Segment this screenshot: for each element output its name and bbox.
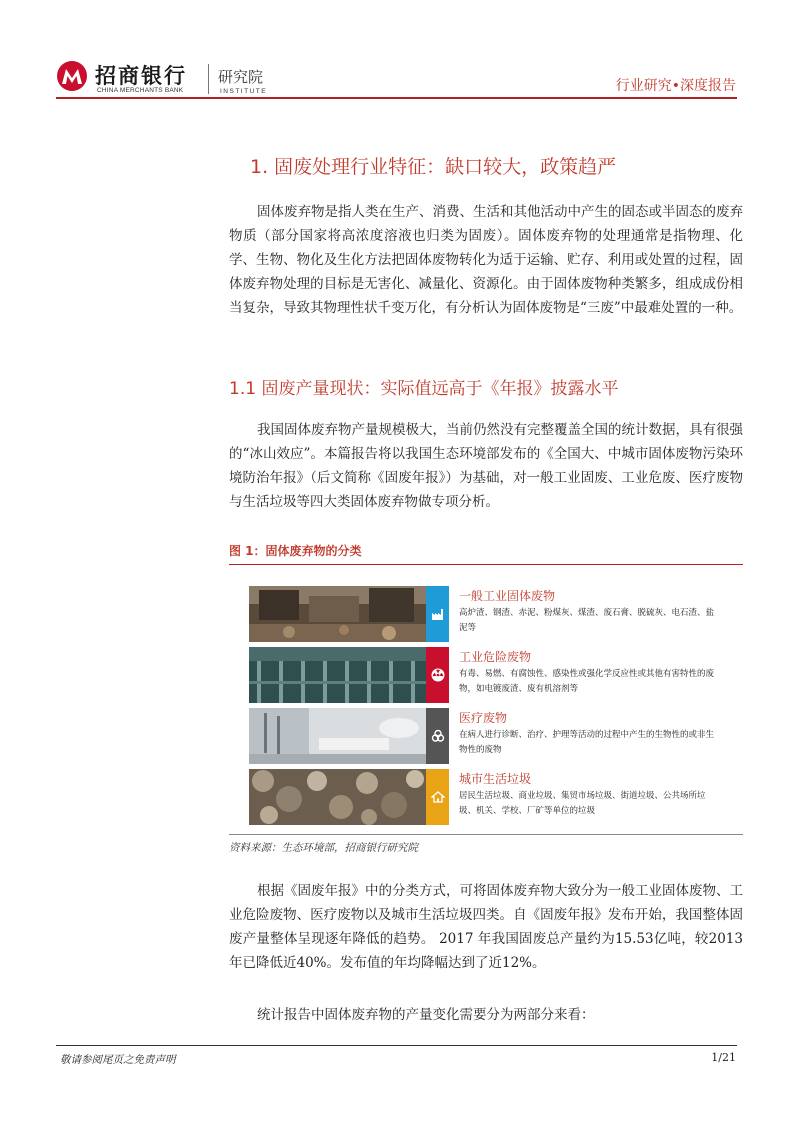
hazardous-waste-photo	[249, 647, 426, 703]
biohazard-icon	[431, 729, 445, 743]
figure-item-description: 在病人进行诊断、治疗、护理等活动的过程中产生的生物性的或非生物性的废物	[459, 730, 715, 755]
section-heading: 1. 固废处理行业特征：缺口较大，政策趋严	[250, 156, 617, 178]
industrial-badge	[426, 586, 449, 642]
figure-top-rule	[229, 564, 743, 565]
hazardous-badge	[426, 647, 449, 703]
figure-item-heading: 工业危险废物	[459, 650, 532, 664]
figure-row-municipal	[249, 769, 449, 825]
figure-title: 图 1：固体废弃物的分类	[229, 544, 362, 558]
figure-item-description: 居民生活垃圾、商业垃圾、集贸市场垃圾、街道垃圾、公共场所垃圾、机关、学校、厂矿等单位的垃圾	[459, 791, 706, 816]
municipal-badge	[426, 769, 449, 825]
disclaimer-note: 敬请参阅尾页之免责声明	[60, 1054, 176, 1066]
radiation-icon	[431, 668, 445, 682]
logo-text: 招商银行	[95, 64, 187, 88]
logo-divider	[208, 64, 209, 94]
figure-item-heading: 一般工业固体废物	[459, 589, 556, 603]
factory-icon	[431, 607, 445, 621]
figure-row-hazardous	[249, 647, 449, 703]
home-icon	[431, 790, 445, 804]
header-rule	[56, 97, 737, 99]
figure-item-description: 高炉渣、钢渣、赤泥、粉煤灰、煤渣、废石膏、脱硫灰、电石渣、盐泥等	[459, 608, 715, 633]
page-number: 1/21	[711, 1051, 736, 1064]
figure-row-medical	[249, 708, 449, 764]
section-paragraph: 固体废弃物是指人类在生产、消费、生活和其他活动中产生的固态或半固态的废弃物质（部分国家将高浓度溶液也归类为固废）。固体废弃物的处理通常是指物理、化学、生物、物化及生化方法把固体废物转化为适于运输、贮存、利用或处置的过程，固体废弃物处理的目标是无害化、减量化、资源化。由于固体废物种类繁多，组成成份相当复杂，导致其物理性状千变万化，有分析认为固体废物是“三废”中最难处置的一种。	[229, 204, 743, 316]
figure-row-industrial	[249, 586, 449, 642]
figure-bottom-rule	[229, 834, 743, 835]
medical-badge	[426, 708, 449, 764]
figure-item-description: 有毒、易燃、有腐蚀性、感染性或强化学反应性或其他有害特性的废物，如电镀废渣、废有机溶剂等	[459, 669, 715, 694]
institute-name: 研究院	[218, 68, 264, 86]
logo-english-text: CHINA MERCHANTS BANK	[97, 87, 184, 94]
body-paragraph: 根据《固废年报》中的分类方式，可将固体废弃物大致分为一般工业固体废物、工业危险废物、医疗废物以及城市生活垃圾四类。自《固废年报》发布开始，我国整体固废产量整体呈现逐年降低的趋势。 2017 年我国固废总产量约为15.53亿吨，较2013年已降低近40%。发布值的年均降幅达到了近12%。	[229, 883, 743, 971]
body-paragraph: 统计报告中固体废弃物的产量变化需要分为两部分来看：	[257, 1007, 595, 1023]
bank-logo-icon	[56, 60, 88, 92]
report-type-label: 行业研究•深度报告	[615, 78, 736, 94]
footer-rule	[56, 1045, 737, 1046]
medical-waste-photo	[249, 708, 426, 764]
subsection-heading: 1.1 固废产量现状：实际值远高于《年报》披露水平	[229, 379, 619, 399]
figure-source: 资料来源：生态环境部，招商银行研究院	[229, 842, 418, 854]
figure-item-heading: 医疗废物	[459, 711, 508, 725]
industrial-waste-photo	[249, 586, 426, 642]
subsection-paragraph: 我国固体废弃物产量规模极大，当前仍然没有完整覆盖全国的统计数据，具有很强的“冰山效应”。本篇报告将以我国生态环境部发布的《全国大、中城市固体废物污染环境防治年报》（后文简称《固废年报》）为基础，对一般工业固废、工业危废、医疗废物与生活垃圾等四大类固体废弃物做专项分析。	[229, 422, 743, 510]
municipal-waste-photo	[249, 769, 426, 825]
figure-item-heading: 城市生活垃圾	[459, 772, 532, 786]
institute-english-name: INSTITUTE	[220, 88, 268, 95]
